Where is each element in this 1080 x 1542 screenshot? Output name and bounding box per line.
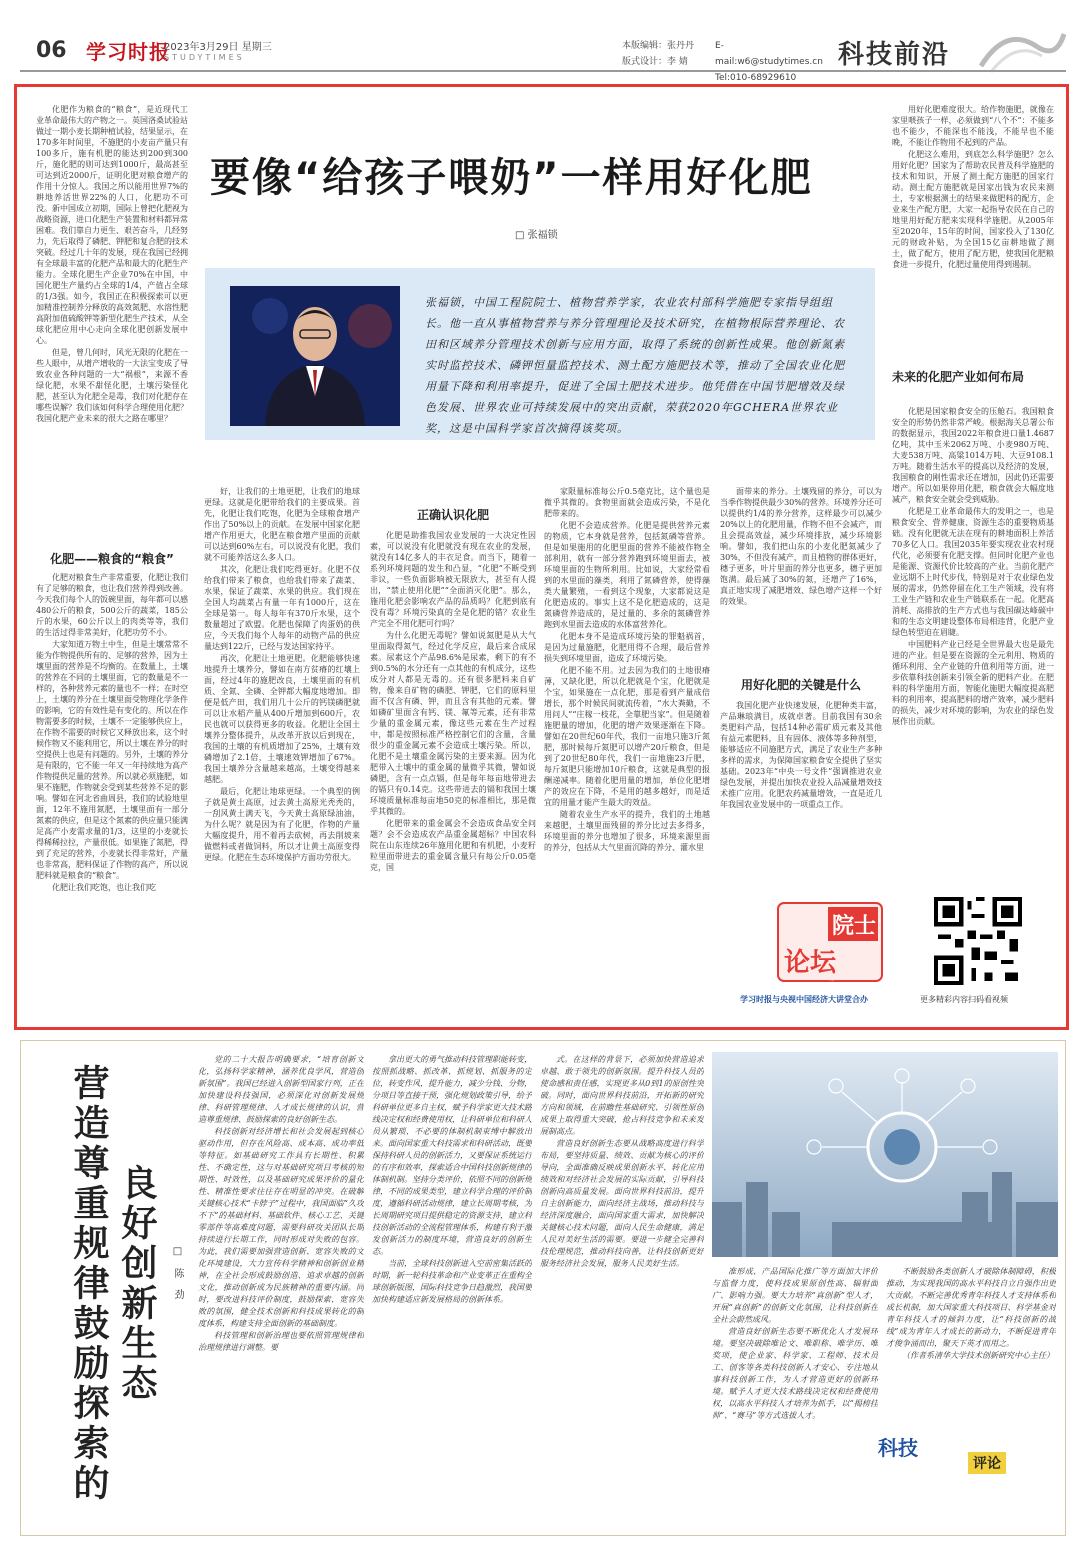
forum-label: 院士论坛 <box>830 981 834 982</box>
subheading-key-to-use: 用好化肥的关键是什么 <box>740 678 861 692</box>
paragraph: 大家知道万物土中生，但是土壤常常不能为作物提供所有的、足够的营养，因为土壤里面的营养是不均衡的。在数量上，土壤的营养在不同的土壤里面，它的数量是不一样的，各种营养元素的量也不一样；在时空上，土壤的养分在土壤里面受物理化学条件的影响，它的有效性是有变化的。所以在作物需要多的时候，土壤不一定能够供应上，在作物不需要的时候它又释放出来，这个时候作物又不能利用它，所以土壤在养分的时空提供上也是有问题的。另外，土壤的养分是有限的，它不能一年又一年持续地为高产作物提供足量的营养。所以就必须施肥，如果不施肥，作物就会受到某些营养不足的影响。譬如在河北省曲周县，我们的试验地里面，12年不施用氮肥，土壤里面有一部分氮素的供应，但是这个氮素的供应量只能满足高产小麦需求量的1/3，这里的小麦就长得稀稀拉拉，产量很低。如果施了氮肥，得到了充足的营养，小麦就长得非常好，产量也非常高，肥料保证了作物的高产，所以说肥料就是粮食的“粮食”。 <box>36 640 188 880</box>
article-headline: 要像“给孩子喂奶”一样用好化肥 <box>210 155 813 201</box>
bottom-column-4 <box>712 1266 878 1530</box>
paragraph: 式。在这样的背景下，必须加快营造追求卓越、敢于领先的创新氛围。提升科技人员的使命感和责任感，实现更多从0到1的原创性突破。同时，面向世界科技前沿，开拓新的研究方向和领域，在前瞻性基础研究、引领性原创成果上取得重大突破，抢占科技竞争和未来发展制高点。 <box>540 1055 704 1136</box>
paragraph: 科技管理和创新治理也要依照管理规律和治理规律进行调整。要 <box>198 1331 364 1352</box>
author-portrait <box>230 286 400 426</box>
designer-line: 版式设计：李 婧 <box>622 57 688 67</box>
bottom-title-line-2: 良好创新生态 <box>116 1164 158 1404</box>
paragraph: 化肥是工业革命最伟大的发明之一，也是粮食安全、营养健康、资源生态的重要物质基础。没有化肥就无法在现有的耕地面积上养活70多亿人口。我国2035年要实现农业农村现代化，必须要有化肥支撑。但同时化肥产业也是能源、资源代价比较高的产业。当前化肥产业远期不上时代步伐，特别是对于农业绿色发展的需求，仍然停留在化工生产领域，没有将工业生产链和农业生产链联系在一起。化肥高消耗、高排放的生产方式也与我国碳达峰碳中和的生态文明建设整体布局相违背，化肥产业绿色转型迫在眉睫。 <box>892 507 1054 637</box>
paragraph: 化肥作为粮食的“粮食”，是近现代工业革命最伟大的产物之一。英国洛桑试验站做过一期小麦长期种植试验，结果显示，在170多年时间里，不施肥的小麦亩产量只有100多斤，施有机肥的能达到200到300斤，施化肥的则可达到1000斤，最高甚至可达到近2000斤，证明化肥对粮食增产的作用十分惊人。我国之所以能用世界7%的耕地养活世界22%的人口，化肥功不可没。新中国成立初期，国际上曾把化肥视为战略资源，进口化肥生产装置和材料都异常困难。我们靠自力更生、艰苦奋斗，几经努力，先后取得了磷肥、钾肥和复合肥的技术突破。经过几十年的发展，现在我国已经拥有全球最丰富的化肥产品和最大的化肥生产能力。全球化肥生产企业70%在中国，中国化肥生产量约占全球的1/4，产值占全球的1/3强。如今，我国正在积极探索可以更加精准控制养分释放的高效氮肥、水溶性肥高附加值硫酸钾等新型化肥生产技术，从全球化肥应用中心走向全球化肥创新发展中心。 <box>36 105 188 345</box>
bottom-column-3 <box>540 1054 704 1530</box>
paragraph: 不断鼓励各类创新人才破除体制障碍，积极推动，为实现我国的高水平科技自立自强作出更大贡献。不断完善优秀青年科技人才支持体系和成长机制，加大国家重大科技项目、科学基金对青年科技人才的倾斜力度，让“科技创新的战线”成为青年人才成长的新动力，不断促进青年才俊争涌而出，聚天下英才而用之。 <box>886 1267 1056 1348</box>
article-column-5b <box>720 700 882 886</box>
paragraph: 用好化肥难度很大。给作物施肥，就像在家里喂孩子一样，必须做到“八个不”：不能多也不能少，不能深也不能浅，不能早也不能晚，不能让作物用不起到的产品。 <box>892 105 1054 147</box>
article-column-6b <box>892 406 1054 882</box>
article-column-1b <box>36 572 188 1020</box>
paragraph: 我国化肥产业快速发展，化肥种类丰富，产品琳琅满目，成就卓著。目前我国有30余类肥料产品，包括14种必需矿质元素及其他有益元素肥料，且有固体、液体等多种剂型，能够适应不同施肥方式，满足了农业生产多种多样的需求，为保障国家粮食安全提供了坚实基础。2023年“中央一号文件”强调推进农业绿色发展，并提出加快农业投入品减量增效技术推广应用。化肥农药减量增效，一直是近几年我国农业发展中的一项重点工作。 <box>720 701 882 809</box>
paragraph: 随着农业生产水平的提升，我们的土地越来越肥，土壤里面残留的养分比过去多得多，环境里面的养分也增加了很多，环境来源里面的养分，包括从大气里面沉降的养分、灌水里 <box>544 810 710 852</box>
qr-caption: 更多精彩内容扫码看视频 <box>920 995 1008 1004</box>
paragraph: 面带来的养分。土壤残留的养分，可以为当季作物提供最少30%的营养。环境养分还可以提供约1/4的养分营养，这样最少可以减少20%以上的化肥用量，作物不但不会减产，而且会提高效益，减少环境排放，减少环境影响。譬如，我们把山东的小麦化肥氮减少了30%，不但没有减产，而且植物的群体更好，穗子更多，叶片里面的养分也更多，穗子更加饱满。最后减了30%的氮，还增产了16%，真正地实现了减肥增效、绿色增产这样一个好的效果。 <box>720 487 882 606</box>
page-number: 06 <box>36 38 67 63</box>
paragraph: 化肥对粮食生产非常重要，化肥让我们有了足够的粮食，也让我们营养得到改善。今天我们每个人的饭碗里面，每年都可以感480公斤的粮食，500公斤的蔬菜，185公斤的水果，60公斤以上的肉类等等，我们的生活过得非常美好，化肥功劳不小。 <box>36 573 188 637</box>
paragraph: 化肥带来的重金属会不会造成食品安全问题？会不会造成农产品重金属超标？中国农科院在山东连续26年施用化肥和有机肥，小麦籽粒里面带进去的重金属含量只有每公斤0.05毫克，国 <box>370 819 536 872</box>
bottom-column-5 <box>886 1266 1056 1426</box>
svg-text:论坛: 论坛 <box>784 948 837 978</box>
masthead-rule <box>20 70 1066 72</box>
subheading-future-layout: 未来的化肥产业如何布局 <box>892 370 1025 384</box>
tech-review-logo: 科技 <box>878 1436 918 1460</box>
paragraph: 中国肥料产业已经是全世界最大也是最先进的产业。但是要在资源的全元利用、物质的循环利用、全产业链的升值利用等方面，进一步依靠科技创新来引领全新的肥料产业。在肥料的科学施用方面，智能化施肥大幅度提高肥料的利用率，提高肥料的增产效率，减少肥料的损失，减少对环境的影响，为农业的绿色发展作出贡献。 <box>892 640 1054 726</box>
paragraph: 化肥让我们吃饱，也让我们吃 <box>52 883 156 892</box>
contact-info <box>715 38 825 86</box>
academician-forum-logo <box>770 897 890 987</box>
issue-date: 2023年3月29日 星期三 <box>164 42 272 53</box>
paragraph: 营造良好创新生态要不断优化人才发展环境。要坚决破除唯论文、唯职称、唯学历、唯奖项，使企业家、科学家、工程师、技术员工、创客等各类科技创新人才安心、专注地从事科技创新工作，为人才营造更好的创新环境。赋予人才更大技术路线决定权和经费使用权，以高水平科技人才培养为抓手，以“揭榜挂帅”、“赛马”等方式选拔人才。 <box>712 1327 878 1420</box>
paragraph: 但是，曾几何时，风光无限的化肥在一些人眼中，从增产增收的一大法宝变成了导致农业各种问题的一大“祸根”，来源不香绿化肥，水果不甜怪化肥，土壤污染怪化肥，甚至认为化肥全是毒，我们对化肥存在哪些误解？我们该如何科学合理使用化肥？我国化肥产业未来的很大之路在哪里？ <box>36 348 188 423</box>
paragraph: 化肥本身不是造成环境污染的罪魁祸首，是因为过量施肥，化肥用得不合理，最后营养损失到环境里面，造成了环境污染。 <box>544 632 710 663</box>
bottom-column-2 <box>372 1054 532 1530</box>
forum-caption: 学习时报与央视中国经济大讲堂合办 <box>740 995 868 1004</box>
article-column-3 <box>370 530 536 1020</box>
bottom-column-1 <box>198 1054 364 1530</box>
paragraph: 其次，化肥让我们吃得更好。化肥不仅给我们带来了粮食，也给我们带来了蔬菜、水果，保证了蔬菜、水果的供应。我们现在全国人均蔬菜占有量一年有1000斤，这在全球是第一。每人每年有370斤水果，这个数量超过了欧盟。化肥也保障了肉蛋奶的供应，今天我们每个人每年的动物产品的供应量达到122斤，已经与发达国家持平。 <box>204 565 360 651</box>
section-swirl-icon <box>976 26 1066 76</box>
paragraph: 最后，化肥让地球更绿。一个典型的例子就是黄土高原，过去黄土高原光秃秃的，一刮风黄土满天飞，今天黄土高原绿油油，为什么呢？就是因为有了化肥，作物的产量大幅度提升，用不着再去砍树，再去削坡来做燃料或者做饲料，所以才让黄土高原变得更绿。化肥在生态环境保护方面功劳很大。 <box>204 787 360 862</box>
editor-info <box>622 38 712 70</box>
paragraph: 当前，全球科技创新进入空前密集活跃的时期，新一轮科技革命和产业变革正在重构全球创新版图，国际科技竞争日趋激烈，我国要加快构建适应新发展格局的创新体系。 <box>372 1259 532 1304</box>
article-column-4 <box>544 486 710 1020</box>
tech-review-badge: 评论 <box>968 1452 1006 1474</box>
paragraph: 准形成、产品国际化推广等方面加大评价与监督力度，使科技成果原创性高、辐射面广、影响力强。要大力培养“真创新”型人才，开展“真创新”的创新文化氛围，让科技创新在全社会蔚然成风。 <box>712 1267 878 1324</box>
newspaper-english-name: STUDYTIMES <box>164 53 245 62</box>
article-column-1 <box>36 104 188 542</box>
paragraph: 化肥是国家粮食安全的压舱石。我国粮食安全的形势仍然非常严峻。根据海关总署公布的数据显示，我国2022年粮食进口量1.4687亿吨，其中玉米2062万吨、小麦980万吨、大麦538万吨、高粱1014万吨、大豆9108.1万吨。随着生活水平的提高以及经济的发展，我国粮食的刚性需求还在增加，因此仍还需要增产。所以如果停用化肥，粮食就会大幅度地减产，粮食安全就会受到威胁。 <box>892 407 1054 504</box>
article-column-2 <box>204 486 360 1020</box>
svg-text:院士: 院士 <box>832 914 877 939</box>
paragraph: 党的二十大报告明确要求，“培育创新文化，弘扬科学家精神，涵养优良学风，营造创新氛围”。我国已经进入创新型国家行列，正在加快建设科技强国，必须深化对创新发展规律、科研管理规律、人才成长规律的认识，营造尊重规律、鼓励探索的良好创新生态。 <box>198 1055 364 1124</box>
article-column-6 <box>892 104 1054 356</box>
section-title: 科技前沿 <box>838 40 951 70</box>
subheading-fertilizer-grain: 化肥——粮食的“粮食” <box>50 552 174 566</box>
newspaper-logo: 学习时报 <box>86 40 170 64</box>
email: E-mail:w6@studytimes.cn <box>715 41 823 67</box>
paragraph: （作者系清华大学技术创新研究中心主任） <box>902 1351 1054 1360</box>
paragraph: 化肥不会造成营养。化肥是提供营养元素的物质，它本身就是营养，包括氮磷等营养。但是如果施用的化肥里面的营养不能被作物全部利用，就有一部分营养跑到环境里面去，被环境里面的生物所利用。比如说，大家经常看到的水里面的藻类，利用了氮磷营养，使得藻类大量繁殖，一看到这个现象，大家都说这是化肥造成的。事实上这不是化肥造成的，这是氮磷营养造成的，是过量的、多余的氮磷营养跑到水里面去造成的水体富营养化。 <box>544 521 710 629</box>
paragraph: 化肥是助推我国农业发展的一大决定性因素，可以说没有化肥就没有现在农业的发展，就没有14亿多人的丰衣足食。而当下，随着一系列环境问题的发生和凸显，“化肥”不断受到非议，一些负面影响被无限放大，甚至有人提出，“禁止使用化肥”“全面消灭化肥”。那么，施用化肥会影响农产品的品质吗？化肥到底有没有毒？环境污染真的全是化肥的错？农业生产完全不用化肥可行吗？ <box>370 531 536 628</box>
paragraph: 再次，化肥让土地更肥。化肥能够快速地提升土壤养分，譬如在南方贫瘠的红壤上面，经过4年的施肥改良，土壤里面的有机质、全氮、全磷、全钾都大幅度地增加。即便是低产田，我们用几十公斤的钙镁磷肥就可以让水稻产量从400斤增加到600斤，农民也就可以获得更多的收益。化肥让全国土壤养分整体提升，从改革开放以后到现在，我国的土壤的有机质增加了25%，土壤有效磷增加了2.1倍，土壤速效钾增加了67%。我国土壤养分含量越来越高，土壤变得越来越肥。 <box>204 654 360 784</box>
subheading-understanding: 正确认识化肥 <box>416 508 489 522</box>
author-bio: 张福锁，中国工程院院士、植物营养学家，农业农村部科学施肥专家指导组组长。他一直从事植物营养与养分管理理论及技术研究，在植物根际营养理论、农田和区域养分管理技术创新与应用方面，取得了系统的创新性成果。他创新氮素实时监控技术、磷钾恒量监控技术、测土配方施肥技术等，推动了全国农业化肥用量下降和利用率提升，促进了全国土肥技术进步。他凭借在中国节肥增效及绿色发展、世界农业可持续发展中的突出贡献，荣获2020年GCHERA世界农业奖，这是中国科学家首次摘得该奖项。 <box>425 296 845 435</box>
qr-code[interactable] <box>934 897 1022 985</box>
bottom-title-line-1: 营造尊重规律鼓励探索的 <box>68 1064 110 1504</box>
paragraph: 为什么化肥无毒呢？譬如说氮肥是从大气里面取得氮气，经过化学反应，最后来合成尿素。尿素这个产品98.6%是尿素，剩下的有不到0.5%的水分还有一点其他的有机成分，这些成分对人都是无毒的。还有很多肥料来自矿物，像来自矿物的磷肥、钾肥，它们的原料里面不仅含有磷、钾，而且含有其他的元素。譬如磷矿里面含有钙、镁、氟等元素，还有非常少量的重金属元素，像这些元素在生产过程中，都是按照标准严格控制它们的含量，含量很少的重金属元素不会造成土壤污染。所以，化肥不是土壤重金属污染的主要来源。因为化肥带入土壤中的重金属的量微乎其微，譬如说磷肥，含有一点点镉，但是每年每亩地带进去的镉只有0.14克。这些带进去的镉和我国土壤环境质量标准每亩地50克的标准相比，那是微乎其微的。 <box>370 631 536 816</box>
paragraph: 拿出更大的勇气推动科技管理职能转变，按照抓战略、抓改革、抓规划、抓服务的定位，转变作风，提升能力，减少分钱、分物，分项目等直接干预，强化规划政策引导，给予科研单位更多自主权，赋予科学家更大技术路线决定权和经费使用权，让科研单位和科研人员从繁琐、不必要的体制机制束缚中解放出来。面向国家重大科技需求和科研活动，既要保持科研人员的创新活力，又要保证系统运行的有序和效率，探索适合中国科技创新规律的体制机制。坚持分类评价，依照不同的创新规律，不同的成果类型，建立科学合理的评价制度，遵循科研活动规律，建立长周期考核，为长周期研究项目提供稳定的资源支持，建立科技创新活动的全流程管理体系，构建有利于激发创新活力的制度环境，营造良好的创新生态。 <box>372 1055 532 1256</box>
paragraph: 好，让我们的土地更肥，让我们的地球更绿。这就是化肥带给我们的主要成果。首先，化肥让我们吃饱，化肥为全球粮食增产作出了50%以上的贡献。在发展中国家化肥增产作用更大，化肥在粮食增产里面的贡献可以达到60%左右，可以说没有化肥，我们就不可能养活这么多人口。 <box>204 487 360 562</box>
paragraph: 家限量标准每公斤0.5毫克比，这个量也是微乎其微的。食物里面就会造成污染，不是化肥带来的。 <box>544 487 710 518</box>
phone: Tel:010-68929610 <box>715 73 797 83</box>
paragraph: 营造良好创新生态要从战略高度进行科学布局，要坚持质量、绩效、贡献为核心的评价导向，全面准确反映成果创新水平、转化应用绩效和对经济社会发展的实际贡献，引导科技创新向高质量发展。面向世界科技前沿，提升自主创新能力，面向经济主战场，推动科技与经济深度融合，面向国家重大需求，加快解决关键核心技术问题，面向人民生命健康，满足人民对美好生活的需要。要进一步健全完善科技伦理规范，推动科技向善，让科技创新更好服务经济社会发展，服务人民美好生活。 <box>540 1139 704 1268</box>
paragraph: 化肥这么难用，到底怎么科学施肥？怎么用好化肥？国家为了帮助农民普及科学施肥的技术和知识，开展了测土配方施肥的国家行动。测土配方施肥就是国家出钱为农民来测土，专家根据测土的结果来做肥料的配方，企业来生产配方肥，大家一起指导农民在自己的地里用好配方肥来实现科学施肥。从2005年至2020年，15年的时间，国家投入了130亿元的财政补贴，为全国15亿亩耕地做了测土，做了配方，使用了配方肥，使我国化肥粮食进一步提升，化肥过量使用得到遏制。 <box>892 150 1054 269</box>
bottom-byline: □ 陈 劲 <box>172 1246 183 1304</box>
technology-illustration <box>712 1052 1058 1257</box>
article-column-5 <box>720 486 882 662</box>
paragraph: 科技创新对经济增长和社会发展起到核心驱动作用，但存在风险高、成本高、成功率低等特征。如基础研究工作具有长期性、积累性、不确定性，这与对基础研究项目考核的短期性、时效性，以及基础研究成果评价的量化性、精准性要求往往存在明显的冲突。在破解关键核心技术“卡脖子”过程中，我国面临“久攻不下”的基础材料、基础软件、核心工艺、关键零部件等高难度问题，需要科研攻关团队长期持续进行长期工作，同时形成对失败的包容。为此，我们需要加强营造创新、宽容失败的文化环境建设，大力宣传科学精神和创新创业精神，在全社会形成鼓励创造、追求卓越的创新文化，推动创新成为民族精神的重要内涵。同时，要改进科技评价制度，鼓励探索、宽容失败的氛围，健全技术创新和科技成果转化的制度体系，构建支持全面创新的基础制度。 <box>198 1127 364 1328</box>
editor-line: 本版编辑：张丹丹 <box>622 41 695 51</box>
paragraph: 化肥不能不用。过去因为我们的土地很瘠薄，又缺化肥，所以化肥就是个宝，化肥就是个宝，如果施在一点化肥，那是看到产量成倍增长，那个时候民间就流传着，“水大粪勤，不用问人”“庄稼一枝花，全靠肥当家”。但是随着施肥量的增加，化肥的增产效果逐渐在下降。譬如在20世纪60年代，我们一亩地只施3斤氮肥，那时候每斤氮肥可以增产20斤粮食，但是到了20世纪80年代，我们一亩地施23斤肥，每斤氮肥只能增加10斤粮食，这就是典型的报酬递减率。随着化肥用量的增加，单位化肥增产的效应在下降，不是用的越多越好，而是适宜的用量才能产生最大的效益。 <box>544 666 710 807</box>
article-byline: □ 张福锁 <box>515 230 558 241</box>
